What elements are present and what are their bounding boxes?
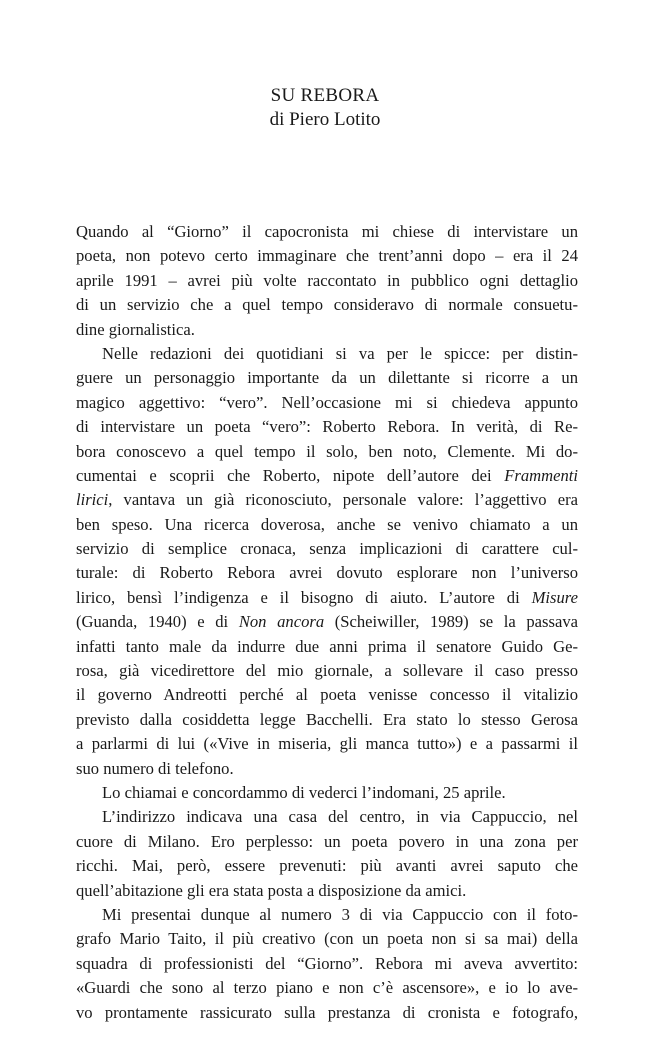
text-line: grafo Mario Taito, il più creativo (con un poeta non si sa mai) della [76, 929, 578, 949]
text-line: turale: di Roberto Rebora avrei dovuto esplorare non l’universo [76, 563, 578, 583]
text-line: quell’abitazione gli era stata posta a disposizione da amici. [76, 880, 467, 900]
book-title-non-ancora: Non ancora [238, 612, 325, 632]
text-line: aprile 1991 – avrei più volte raccontato in pubblico ogni dettaglio [76, 270, 578, 290]
text-line [76, 586, 578, 610]
text-segment: lirico, bensì l’indigenza e il bisogno di aiuto. L’autore di [76, 587, 532, 607]
text-line: guere un personaggio importante da un dilettante si ricorre a un [76, 368, 578, 388]
book-title-misure: Misure [531, 587, 578, 607]
text-line: cuore di Milano. Ero perplesso: un poeta povero in una zona per [76, 831, 578, 851]
paragraph-3 [76, 781, 578, 805]
article-body [76, 220, 578, 1025]
paragraph-5 [76, 903, 578, 1025]
text-line: Mi presentai dunque al numero 3 di via Cappuccio con il foto- [102, 904, 578, 924]
text-segment: (Guanda, 1940) e di [76, 612, 239, 632]
text-line: il governo Andreotti perché al poeta venisse concesso il vitalizio [76, 685, 578, 705]
text-line: servizio di semplice cronaca, senza implicazioni di carattere cul- [76, 539, 578, 559]
text-line [76, 464, 578, 488]
text-line [76, 488, 578, 512]
text-line: «Guardi che sono al terzo piano e non c’è ascensore», e io lo ave- [76, 978, 578, 998]
text-segment: cumentai e scoprii che Roberto, nipote dell’autore dei [76, 465, 505, 485]
paragraph-4 [76, 805, 578, 903]
book-title-frammenti: Frammenti [504, 465, 578, 485]
text-line: di intervistare un poeta “vero”: Roberto Rebora. In verità, di Re- [76, 417, 578, 437]
text-line: Quando al “Giorno” il capocronista mi chiese di intervistare un [76, 222, 578, 241]
article-author: di Piero Lotito [269, 109, 381, 130]
text-line: a parlarmi di lui («Vive in miseria, gli manca tutto») e a passarmi il [76, 734, 578, 754]
text-line: squadra di professionisti del “Giorno”. Rebora mi aveva avvertito: [76, 953, 578, 973]
text-line: Nelle redazioni dei quotidiani si va per le spicce: per distin- [102, 343, 578, 363]
article-header [0, 84, 650, 132]
text-line: ricchi. Mai, però, essere prevenuti: più avanti avrei saputo che [76, 856, 578, 876]
paragraph-1 [76, 220, 578, 342]
text-line: previsto dalla cosiddetta legge Bacchelli. Era stato lo stesso Gerosa [76, 709, 578, 729]
article-title: SU REBORA [270, 85, 380, 106]
text-line: poeta, non potevo certo immaginare che trent’anni dopo – era il 24 [76, 246, 578, 266]
text-line: Lo chiamai e concordammo di vederci l’indomani, 25 aprile. [102, 782, 506, 802]
text-line [76, 610, 578, 634]
text-line: L’indirizzo indicava una casa del centro, in via Cappuccio, nel [102, 807, 578, 827]
text-line: bora conoscevo a quel tempo il solo, ben noto, Clemente. Mi do- [76, 441, 578, 461]
text-line: ben speso. Una ricerca doverosa, anche se venivo chiamato a un [76, 514, 578, 534]
text-segment: , vantava un già riconosciuto, personale valore: l’aggettivo era [108, 490, 578, 510]
text-line: dine giornalistica. [76, 319, 195, 339]
text-line: magico aggettivo: “vero”. Nell’occasione mi si chiedeva appunto [76, 392, 578, 412]
text-line: di un servizio che a quel tempo consideravo di normale consuetu- [76, 295, 578, 315]
text-segment: (Scheiwiller, 1989) se la passava [324, 612, 578, 632]
text-line: suo numero di telefono. [76, 758, 234, 778]
book-title-lirici: lirici [76, 490, 109, 510]
text-line: vo prontamente rassicurato sulla prestanza di cronista e fotografo, [76, 1002, 578, 1022]
paragraph-2 [76, 342, 578, 781]
text-line: infatti tanto male da indurre due anni prima il senatore Guido Ge- [76, 636, 578, 656]
text-line: rosa, già vicedirettore del mio giornale, a sollevare il caso presso [76, 661, 578, 681]
